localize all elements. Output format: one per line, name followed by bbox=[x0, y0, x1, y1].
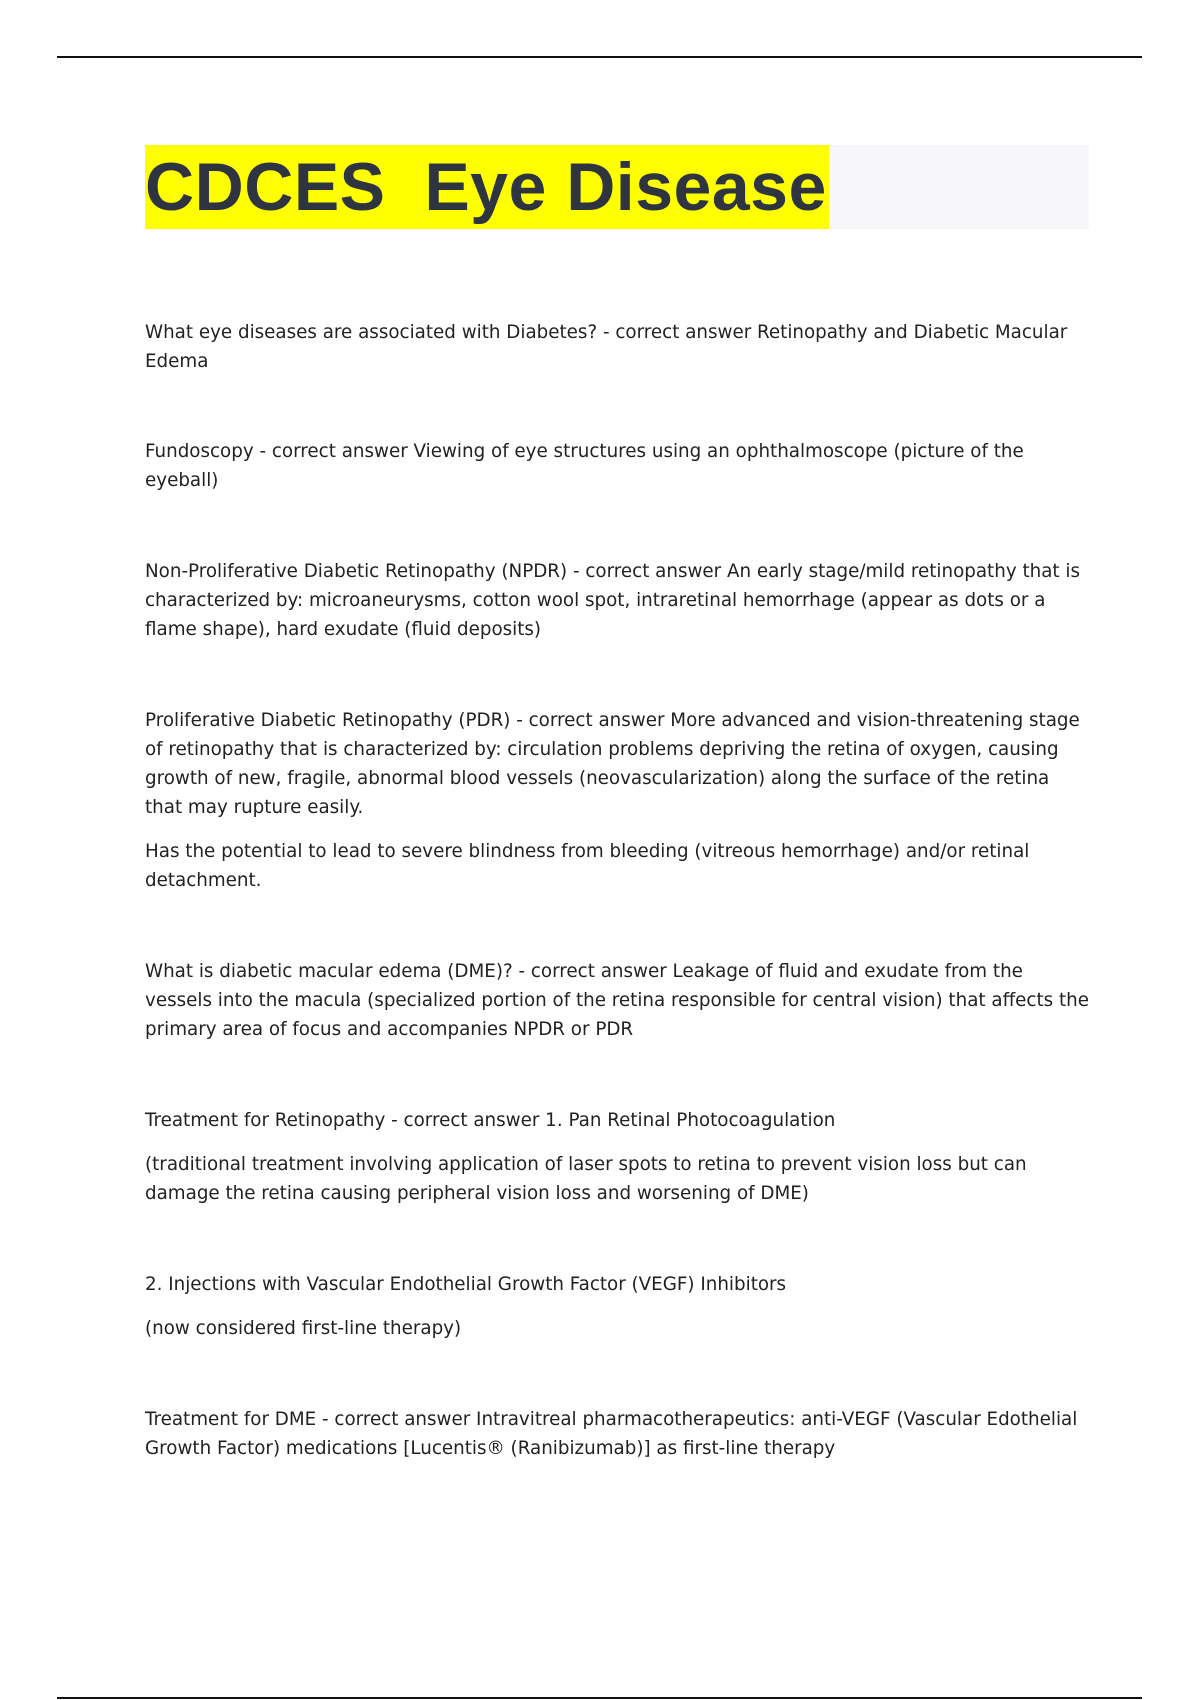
document-body bbox=[145, 318, 1090, 1463]
entry-paragraph: Treatment for Retinopathy - correct answer 1. Pan Retinal Photocoagulation bbox=[145, 1110, 836, 1131]
bottom-divider bbox=[57, 1697, 1142, 1699]
qa-entry-pdr bbox=[145, 706, 1090, 895]
entry-paragraph: Proliferative Diabetic Retinopathy (PDR) - correct answer More advanced and vision-threatening stage of retinopathy that is characterized by: circulation problems depriving the retina of oxygen, causing growth of new, fragile, abnormal blood vessels (neovascularization) along the surface of the retina that may rupture easily. bbox=[145, 710, 1080, 818]
entry-paragraph: Fundoscopy - correct answer Viewing of eye structures using an ophthalmoscope (picture of the eyeball) bbox=[145, 441, 1024, 491]
entry-paragraph: Has the potential to lead to severe blindness from bleeding (vitreous hemorrhage) and/or retinal detachment. bbox=[145, 841, 1030, 891]
entry-paragraph: Non-Proliferative Diabetic Retinopathy (NPDR) - correct answer An early stage/mild retinopathy that is characterized by: microaneurysms, cotton wool spot, intraretinal hemorrhage (appear as dots or a flame shape), hard exudate (fluid deposits) bbox=[145, 561, 1080, 640]
qa-entry-npdr bbox=[145, 557, 1090, 644]
entry-paragraph: What eye diseases are associated with Diabetes? - correct answer Retinopathy and Diabetic Macular Edema bbox=[145, 322, 1068, 372]
qa-entry-fundoscopy bbox=[145, 437, 1090, 495]
qa-entry-eye-diseases bbox=[145, 318, 1090, 376]
page-title: CDCES Eye Disease bbox=[145, 145, 829, 229]
qa-entry-vegf-injections bbox=[145, 1270, 1090, 1343]
top-divider bbox=[57, 56, 1142, 58]
entry-paragraph: 2. Injections with Vascular Endothelial Growth Factor (VEGF) Inhibitors bbox=[145, 1274, 787, 1295]
qa-entry-treatment-dme bbox=[145, 1405, 1090, 1463]
entry-paragraph: (now considered first-line therapy) bbox=[145, 1318, 462, 1339]
entry-paragraph: (traditional treatment involving application of laser spots to retina to prevent vision loss but can damage the retina causing peripheral vision loss and worsening of DME) bbox=[145, 1154, 1027, 1204]
entry-paragraph: What is diabetic macular edema (DME)? - correct answer Leakage of fluid and exudate from the vessels into the macula (specialized portion of the retina responsible for central vision) that affects the primary area of focus and accompanies NPDR or PDR bbox=[145, 961, 1089, 1040]
entry-paragraph: Treatment for DME - correct answer Intravitreal pharmacotherapeutics: anti-VEGF (Vascular Edothelial Growth Factor) medications [Lucentis® (Ranibizumab)] as first-line therapy bbox=[145, 1409, 1078, 1459]
qa-entry-dme bbox=[145, 957, 1090, 1044]
qa-entry-treatment-retinopathy bbox=[145, 1106, 1090, 1208]
